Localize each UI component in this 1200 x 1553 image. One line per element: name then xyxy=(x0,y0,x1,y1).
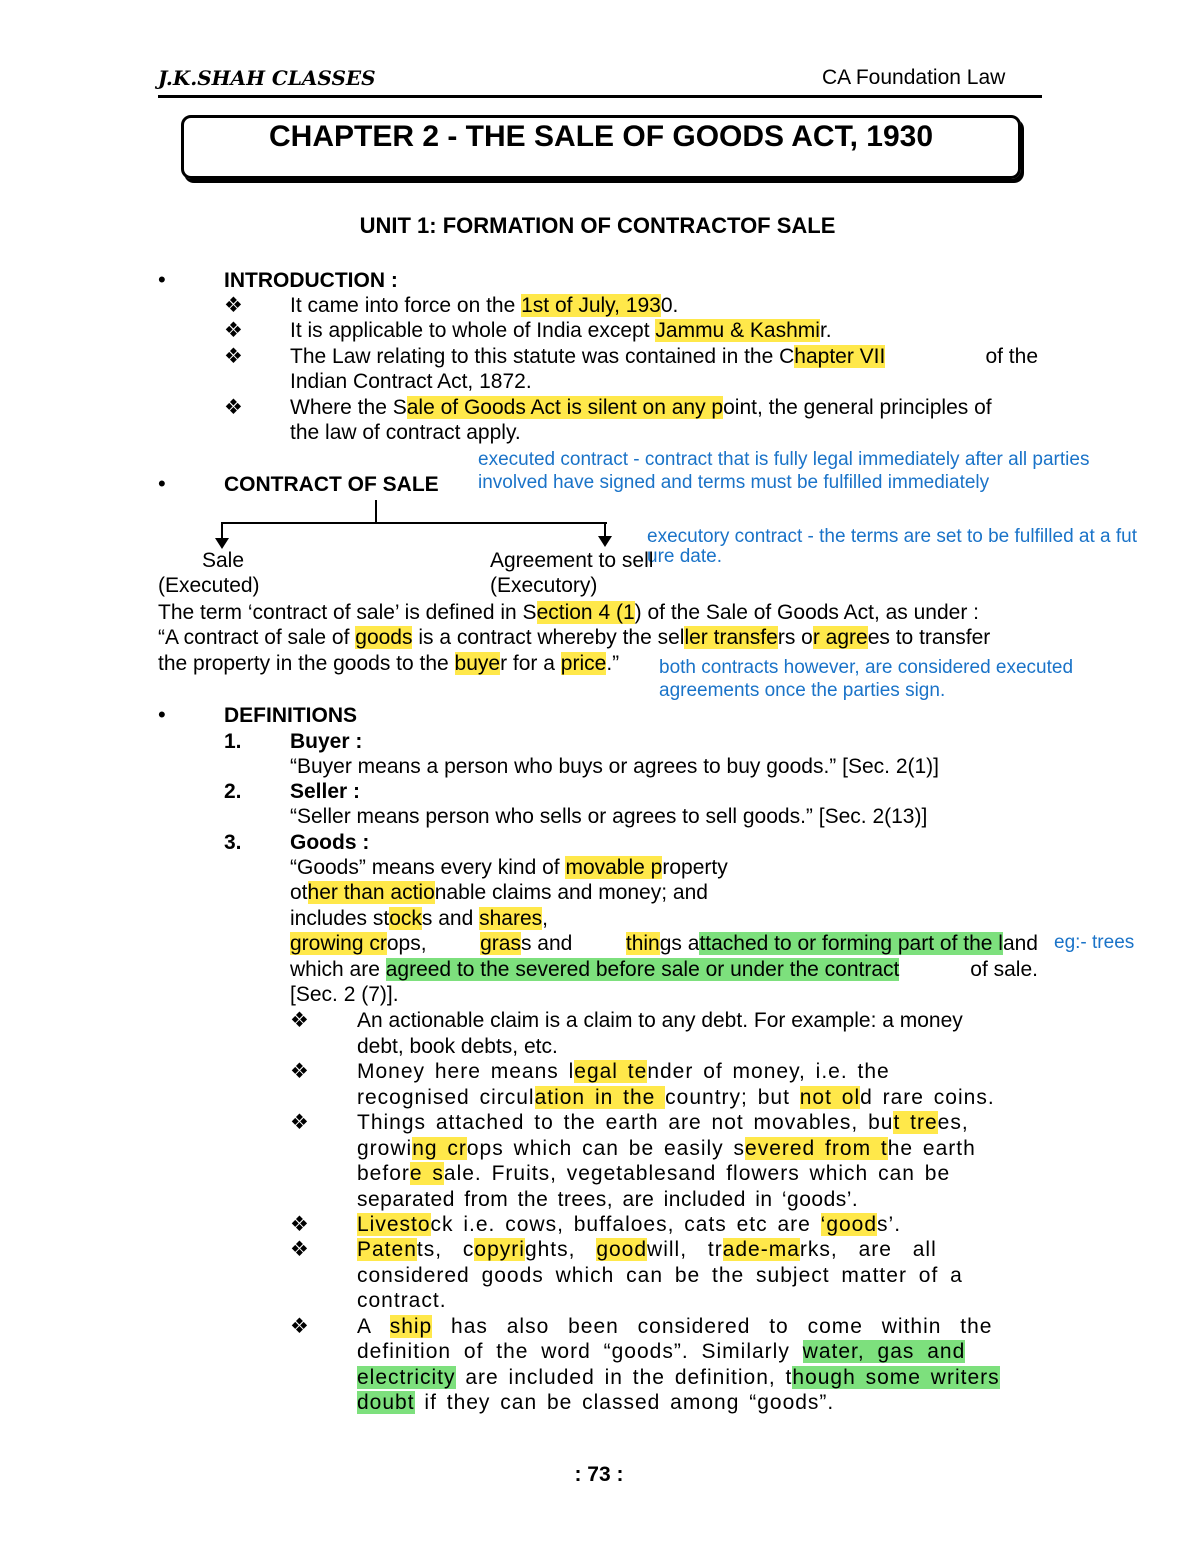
goods-sub-5-line3: contract. xyxy=(357,1289,447,1312)
def-seller-title: Seller : xyxy=(290,780,361,803)
goods-sub-4: Livestock i.e. cows, buffaloes, cats etc are ‘goods’. xyxy=(357,1213,902,1236)
definitions-heading: DEFINITIONS xyxy=(224,704,358,727)
intro-item-3: The Law relating to this statute was contained in the Chapter VII of the xyxy=(290,345,1038,368)
diagram-executed-label: (Executed) xyxy=(158,574,260,597)
goods-sub-2-line1: Money here means legal tender of money, i.e. the xyxy=(357,1060,890,1083)
intro-item-4-line2: the law of contract apply. xyxy=(290,421,521,444)
bullet-icon: • xyxy=(158,702,166,727)
diagram-horizontal-line xyxy=(221,522,607,524)
def-seller-text: “Seller means person who sells or agrees to sell goods.” [Sec. 2(13)] xyxy=(290,805,928,828)
bullet-icon: • xyxy=(158,471,166,496)
goods-sub-6-line3: electricity are included in the definition, though some writers xyxy=(357,1366,1000,1389)
diamond-icon: ❖ xyxy=(290,1009,309,1032)
goods-line-1: “Goods” means every kind of movable property xyxy=(290,856,728,879)
note-trees: eg:- trees xyxy=(1054,932,1135,953)
header-rule xyxy=(158,95,1042,98)
note-executed-1: executed contract - contract that is fully legal immediately after all parties xyxy=(478,449,1090,470)
diamond-icon: ❖ xyxy=(290,1315,309,1338)
intro-item-4: Where the Sale of Goods Act is silent on any point, the general principles of xyxy=(290,396,992,419)
intro-item-2: It is applicable to whole of India except Jammu & Kashmir. xyxy=(290,319,832,342)
chapter-title: CHAPTER 2 - THE SALE OF GOODS ACT, 1930 xyxy=(269,120,933,153)
goods-sub-3-line2: growing crops which can be easily severed from the earth xyxy=(357,1137,976,1160)
diamond-icon: ❖ xyxy=(290,1111,309,1134)
diagram-sale-label: Sale xyxy=(202,549,245,572)
unit-title: UNIT 1: FORMATION OF CONTRACTOF SALE xyxy=(359,213,836,238)
diamond-icon: ❖ xyxy=(290,1238,309,1261)
goods-sub-2-line2: recognised circulation in the country; but not old rare coins. xyxy=(357,1086,995,1109)
def-buyer-text: “Buyer means a person who buys or agrees to buy goods.” [Sec. 2(1)] xyxy=(290,755,940,778)
goods-sub-5-line1: Patents, copyrights, goodwill, trade-marks, are all xyxy=(357,1238,937,1261)
contract-heading: CONTRACT OF SALE xyxy=(224,473,439,496)
intro-heading: INTRODUCTION : xyxy=(224,269,398,292)
goods-sub-6-line1: A ship has also been considered to come within the xyxy=(357,1315,993,1338)
def-goods-title: Goods : xyxy=(290,831,370,854)
diamond-icon: ❖ xyxy=(224,396,243,419)
intro-item-3-line2: Indian Contract Act, 1872. xyxy=(290,370,532,393)
contract-definition: The term ‘contract of sale’ is defined in Section 4 (1) of the Sale of Goods Act, as under : xyxy=(158,601,980,624)
diagram-executory-label: (Executory) xyxy=(490,574,598,597)
intro-item-1: It came into force on the 1st of July, 1930. xyxy=(290,294,679,317)
goods-sub-6-line2: definition of the word “goods”. Similarly water, gas and xyxy=(357,1340,966,1363)
def-number: 2. xyxy=(224,780,242,803)
page-number: : 73 : xyxy=(574,1463,624,1486)
goods-sub-3-line3: before sale. Fruits, vegetablesand flowers which can be xyxy=(357,1162,951,1185)
diagram-stem xyxy=(375,500,377,524)
arrow-down-icon xyxy=(598,536,612,547)
diamond-icon: ❖ xyxy=(290,1060,309,1083)
goods-line-4: growing crops, grass and things attached to or forming part of the land xyxy=(290,932,1038,955)
diamond-icon: ❖ xyxy=(224,294,243,317)
diagram-agreement-label: Agreement to sell xyxy=(490,549,654,572)
goods-sub-1-line1: An actionable claim is a claim to any debt. For example: a money xyxy=(357,1009,963,1032)
bullet-icon: • xyxy=(158,267,166,292)
goods-sub-3-line4: separated from the trees, are included in ‘goods’. xyxy=(357,1188,859,1211)
note-both-1: both contracts however, are considered executed xyxy=(659,657,1074,678)
def-buyer-title: Buyer : xyxy=(290,730,363,753)
note-executory-2: ure date. xyxy=(647,546,722,567)
subject-label: CA Foundation Law xyxy=(822,66,1006,89)
def-number: 3. xyxy=(224,831,242,854)
diamond-icon: ❖ xyxy=(224,345,243,368)
goods-sub-5-line2: considered goods which can be the subject matter of a xyxy=(357,1264,963,1287)
note-executed-2: involved have signed and terms must be fulfilled immediately xyxy=(478,472,990,493)
goods-line-3: includes stocks and shares, xyxy=(290,907,548,930)
note-executory-1: executory contract - the terms are set to be fulfilled at a fut xyxy=(647,526,1138,547)
goods-line-2: other than actionable claims and money; and xyxy=(290,881,708,904)
def-number: 1. xyxy=(224,730,242,753)
goods-sub-6-line4: doubt if they can be classed among “goods”. xyxy=(357,1391,835,1414)
contract-quote-line2: the property in the goods to the buyer for a price.” xyxy=(158,652,620,675)
diamond-icon: ❖ xyxy=(290,1213,309,1236)
contract-quote-line1: “A contract of sale of goods is a contract whereby the seller transfers or agrees to transfer xyxy=(158,626,991,649)
goods-sub-3-line1: Things attached to the earth are not movables, but trees, xyxy=(357,1111,969,1134)
diamond-icon: ❖ xyxy=(224,319,243,342)
goods-sub-1-line2: debt, book debts, etc. xyxy=(357,1035,558,1058)
goods-line-6: [Sec. 2 (7)]. xyxy=(290,983,399,1006)
note-both-2: agreements once the parties sign. xyxy=(659,680,946,701)
goods-line-5: which are agreed to the severed before sale or under the contract of sale. xyxy=(290,958,1038,981)
brand-logo-text: J.K.SHAH CLASSES xyxy=(158,66,376,90)
